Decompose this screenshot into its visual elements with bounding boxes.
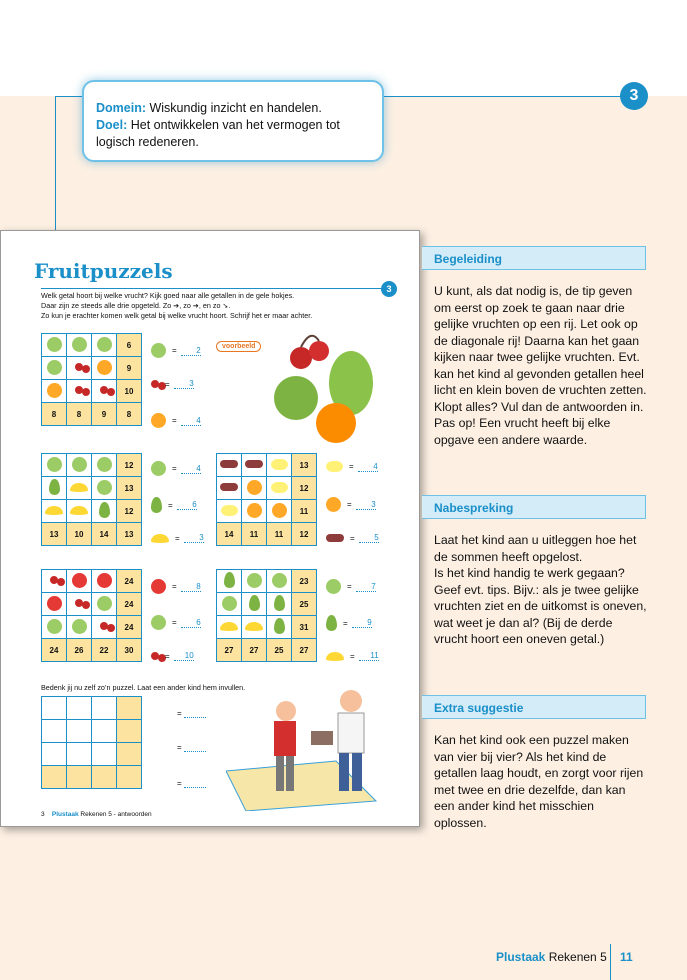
empty-cell[interactable] [117,720,142,743]
sum-cell: 27 [242,639,267,662]
fruit-cell [242,593,267,616]
grid-row [42,766,142,789]
grid-row [42,616,142,639]
grid-row [217,570,317,593]
fruit-cell [67,616,92,639]
orange-icon [151,413,166,428]
page-badge: 3 [620,82,648,110]
grape-icon [220,483,238,491]
answer-value: 8 [181,582,201,592]
fruit-cell [267,454,292,477]
section-text-extra-suggestie: Kan het kind ook een puzzel maken van vier bij vier? Als het kind de getallen laag houdt, en zorgt voor rijen met twee en drie dezelfde, dan kan een ander kind het misschien oplossen. [434,733,644,830]
fruit-cell [267,477,292,500]
answer-value: 2 [181,346,201,356]
section-text-nabespreking: Laat het kind aan u uitleggen hoe het de sommen heeft opgelost. Is het kind handig te werk gegaan? Geef evt. tips. Bijv.: als je twee gelijke vruchten ziet en de uitkomst is oneven, wat weet je dan al? (Bij de derde vrucht hoort een oneven getal.) [434,533,647,646]
cherry-icon [75,386,83,394]
fruit-cell [217,454,242,477]
worksheet-prompt: Bedenk jij nu zelf zo’n puzzel. Laat een ander kind hem invullen. [41,683,246,692]
grid-row [42,477,142,500]
apple-icon [151,461,166,476]
sum-cell: 24 [117,570,142,593]
goal-text: Het ontwikkelen van het vermogen tot logisch redeneren. [96,118,340,149]
fruit-cell [217,616,242,639]
orange-icon [247,480,262,495]
domain-label: Domein: [96,101,146,115]
fruit-cell [92,616,117,639]
answer-value: 10 [174,651,194,661]
banana-icon [245,622,263,631]
answer-value: 3 [184,533,204,543]
sum-cell: 22 [92,639,117,662]
sum-cell: 23 [292,570,317,593]
answer-row: = 8 [151,579,201,594]
apple-icon [97,337,112,352]
apple-icon [151,343,166,358]
worksheet-intro [41,291,381,321]
empty-cell[interactable] [92,743,117,766]
sum-cell: 25 [267,639,292,662]
lemon-icon [326,461,343,472]
orange-icon [326,497,341,512]
answer-value: 6 [177,500,197,510]
fruit-cell [92,570,117,593]
empty-puzzle-grid [41,696,142,789]
fruit-cell [217,477,242,500]
apple-icon [47,619,62,634]
answer-value: 3 [174,379,194,389]
fruit-cell [67,593,92,616]
fruit-cell [42,380,67,403]
empty-cell[interactable] [92,766,117,789]
sum-cell: 27 [292,639,317,662]
apple-icon [47,337,62,352]
fruit-cell [42,477,67,500]
lemon-icon [221,505,238,516]
sum-cell: 11 [292,500,317,523]
banana-icon [70,483,88,492]
intro-line: Daar zijn ze steeds alle drie opgeteld. Zo ➔, zo ➔, en zo ➘. [41,301,231,310]
answer-value: 9 [352,618,372,628]
apple-icon [151,615,166,630]
empty-cell[interactable] [117,697,142,720]
pear-icon [249,595,260,611]
empty-cell[interactable] [92,697,117,720]
pear-icon [274,618,285,634]
grid-row [217,477,317,500]
grid-row [42,380,142,403]
fruit-cell [67,500,92,523]
orange-icon [247,503,262,518]
sum-cell: 12 [292,523,317,546]
answer-row: = 4 [151,413,201,428]
answer-row: = 6 [151,615,201,630]
answer-row: = 3 [151,379,194,389]
fruit-cell [92,593,117,616]
fruit-cell [67,334,92,357]
grid-row [217,639,317,662]
answer-row: = 2 [151,343,201,358]
grape-icon [326,534,344,542]
answer-row: = 3 [151,533,204,543]
grid-row [42,593,142,616]
sum-cell: 24 [117,616,142,639]
grid-row [217,454,317,477]
answer-value: 6 [181,618,201,628]
grid-row [217,500,317,523]
sum-cell: 11 [267,523,292,546]
sum-cell: 14 [217,523,242,546]
sum-cell: 24 [42,639,67,662]
sum-cell: 12 [292,477,317,500]
grid-row [42,639,142,662]
sum-cell: 8 [67,403,92,426]
cherry-icon [75,599,83,607]
pear-icon [151,497,162,513]
answer-value: 4 [181,416,201,426]
sum-cell: 8 [42,403,67,426]
grid-row [217,616,317,639]
orange-icon [97,360,112,375]
grid-row [42,357,142,380]
domain-text: Wiskundig inzicht en handelen. [146,101,322,115]
worksheet-title: Fruitpuzzels [34,259,173,283]
lemon-icon [271,482,288,493]
section-heading-begeleiding: Begeleiding [422,246,646,270]
grid-row [42,523,142,546]
cherry-icon [100,622,108,630]
answer-row: = 4 [151,461,201,476]
page-footer: Plustaak Rekenen 5 [496,950,607,964]
sum-cell: 30 [117,639,142,662]
grid-row [42,403,142,426]
kids-illustration [226,671,386,811]
apple-icon [97,596,112,611]
banana-icon [220,622,238,631]
apple-icon [72,337,87,352]
empty-cell[interactable] [67,697,92,720]
intro-line: Zo kun je erachter komen welk getal bij welke vrucht hoort. Schrijf het er maar achter. [41,311,313,320]
grid-row [42,697,142,720]
apple-icon [97,457,112,472]
sum-cell: 24 [117,593,142,616]
sum-cell: 31 [292,616,317,639]
section-heading-nabespreking: Nabespreking [422,495,646,519]
fruit-puzzle-grid [216,569,317,662]
fruit-cell [67,380,92,403]
redapple-icon [72,573,87,588]
empty-cell[interactable] [67,766,92,789]
sum-cell: 25 [292,593,317,616]
fruit-cell [67,477,92,500]
fruit-cell [217,500,242,523]
grape-icon [245,460,263,468]
pear-icon [49,479,60,495]
redapple-icon [151,579,166,594]
answer-value: 4 [181,464,201,474]
cherry-icon [75,363,83,371]
sum-cell: 10 [67,523,92,546]
grape-icon [220,460,238,468]
fruit-cell [267,593,292,616]
apple-icon [72,457,87,472]
fruit-cell [267,500,292,523]
grid-row [42,570,142,593]
sum-cell: 27 [217,639,242,662]
answer-row: = 10 [151,651,194,661]
worksheet-badge: 3 [381,281,397,297]
grid-row [42,500,142,523]
fruit-cell [42,334,67,357]
answer-row: = 4 [326,461,378,472]
sum-cell: 12 [117,454,142,477]
fruit-cell [67,357,92,380]
page-number: 11 [620,950,633,964]
lemon-icon [271,459,288,470]
sum-cell: 11 [242,523,267,546]
cherry-icon [151,380,159,388]
apple-icon [222,596,237,611]
fruit-cell [92,477,117,500]
empty-cell[interactable] [117,743,142,766]
sum-cell: 9 [117,357,142,380]
apple-icon [47,457,62,472]
sum-cell: 10 [117,380,142,403]
empty-cell[interactable] [42,766,67,789]
answer-row: = 11 [326,651,379,661]
empty-cell[interactable] [117,766,142,789]
intro-line: Welk getal hoort bij welke vrucht? Kijk goed naar alle getallen in de gele hokjes. [41,291,295,300]
fruit-cell [42,593,67,616]
empty-cell[interactable] [42,697,67,720]
apple-icon [47,360,62,375]
answer-value: 7 [356,582,376,592]
fruit-puzzle-grid [41,569,142,662]
fruit-cell [42,616,67,639]
fruit-cell [42,500,67,523]
sum-cell: 6 [117,334,142,357]
redapple-icon [47,596,62,611]
grid-row [42,720,142,743]
sum-cell: 26 [67,639,92,662]
grid-row [42,334,142,357]
empty-cell[interactable] [42,720,67,743]
cherry-icon [50,576,58,584]
fruit-cell [42,454,67,477]
cherry-icon [100,386,108,394]
apple-icon [247,573,262,588]
frame-line-vertical [55,96,56,231]
fruit-cell [42,357,67,380]
answer-row: = 3 [326,497,376,512]
fruit-cell [242,477,267,500]
fruit-cell [42,570,67,593]
pear-icon [224,572,235,588]
grid-row [217,523,317,546]
empty-answer-line: = [177,779,206,788]
worksheet-footer: 3 Plustaak Rekenen 5 - antwoorden [41,811,152,818]
answer-value: 3 [356,500,376,510]
grid-row [42,743,142,766]
fruit-cell [242,616,267,639]
answer-value: 11 [359,651,379,661]
fruit-cell [242,454,267,477]
fruit-cell [67,570,92,593]
apple-icon [72,619,87,634]
pear-icon [99,502,110,518]
banana-icon [45,506,63,515]
fruit-cell [242,570,267,593]
sum-cell: 13 [292,454,317,477]
footer-divider [610,944,611,980]
pear-icon [326,615,337,631]
grid-row [42,454,142,477]
sum-cell: 13 [117,523,142,546]
empty-answer-line: = [177,709,206,718]
apple-icon [326,579,341,594]
voorbeeld-badge: voorbeeld [216,341,261,352]
grid-row [217,593,317,616]
fruit-cell [217,570,242,593]
cherry-icon [151,652,159,660]
answer-row: = 6 [151,497,197,513]
fruit-cell [92,454,117,477]
fruit-cell [267,616,292,639]
fruit-puzzle-grid [41,333,142,426]
worksheet [0,230,420,827]
empty-cell[interactable] [67,720,92,743]
banana-icon [326,652,344,661]
fruit-puzzle-grid [216,453,317,546]
fruit-cell [242,500,267,523]
answer-value: 4 [358,462,378,472]
empty-cell[interactable] [67,743,92,766]
empty-answer-line: = [177,743,206,752]
fruit-cell [92,380,117,403]
empty-cell[interactable] [42,743,67,766]
empty-cell[interactable] [92,720,117,743]
sum-cell: 13 [42,523,67,546]
sum-cell: 8 [117,403,142,426]
section-heading-extra-suggestie: Extra suggestie [422,695,646,719]
banana-icon [151,534,169,543]
fruit-cell [217,593,242,616]
sum-cell: 12 [117,500,142,523]
domain-box [82,80,384,162]
fruit-puzzle-grid [41,453,142,546]
goal-label: Doel: [96,118,128,132]
sum-cell: 9 [92,403,117,426]
answer-row: = 9 [326,615,372,631]
redapple-icon [97,573,112,588]
fruit-cell [92,500,117,523]
fruit-cell [92,357,117,380]
banana-icon [70,506,88,515]
answer-row: = 7 [326,579,376,594]
pear-icon [274,595,285,611]
section-text-begeleiding: U kunt, als dat nodig is, de tip geven om eerst op zoek te gaan naar drie gelijke vruchten op een rij. Let ook op de diagonale rij! Daarna kan het gaan kijken naar twee gelijke vruchten. Evt. kan het kind al gevonden getallen heel licht en klein boven de vruchten zetten. Klopt alles? Vul dan de antwoorden in. Pas op! Een vrucht heeft bij elke opgave een andere waarde. [434,284,647,447]
sum-cell: 13 [117,477,142,500]
orange-icon [47,383,62,398]
orange-icon [272,503,287,518]
apple-icon [272,573,287,588]
fruit-cell [267,570,292,593]
answer-value: 5 [359,533,379,543]
fruit-cell [67,454,92,477]
apple-icon [97,480,112,495]
fruit-illustration [271,323,381,443]
sum-cell: 14 [92,523,117,546]
worksheet-rule [41,288,386,289]
answer-row: = 5 [326,533,379,543]
fruit-cell [92,334,117,357]
